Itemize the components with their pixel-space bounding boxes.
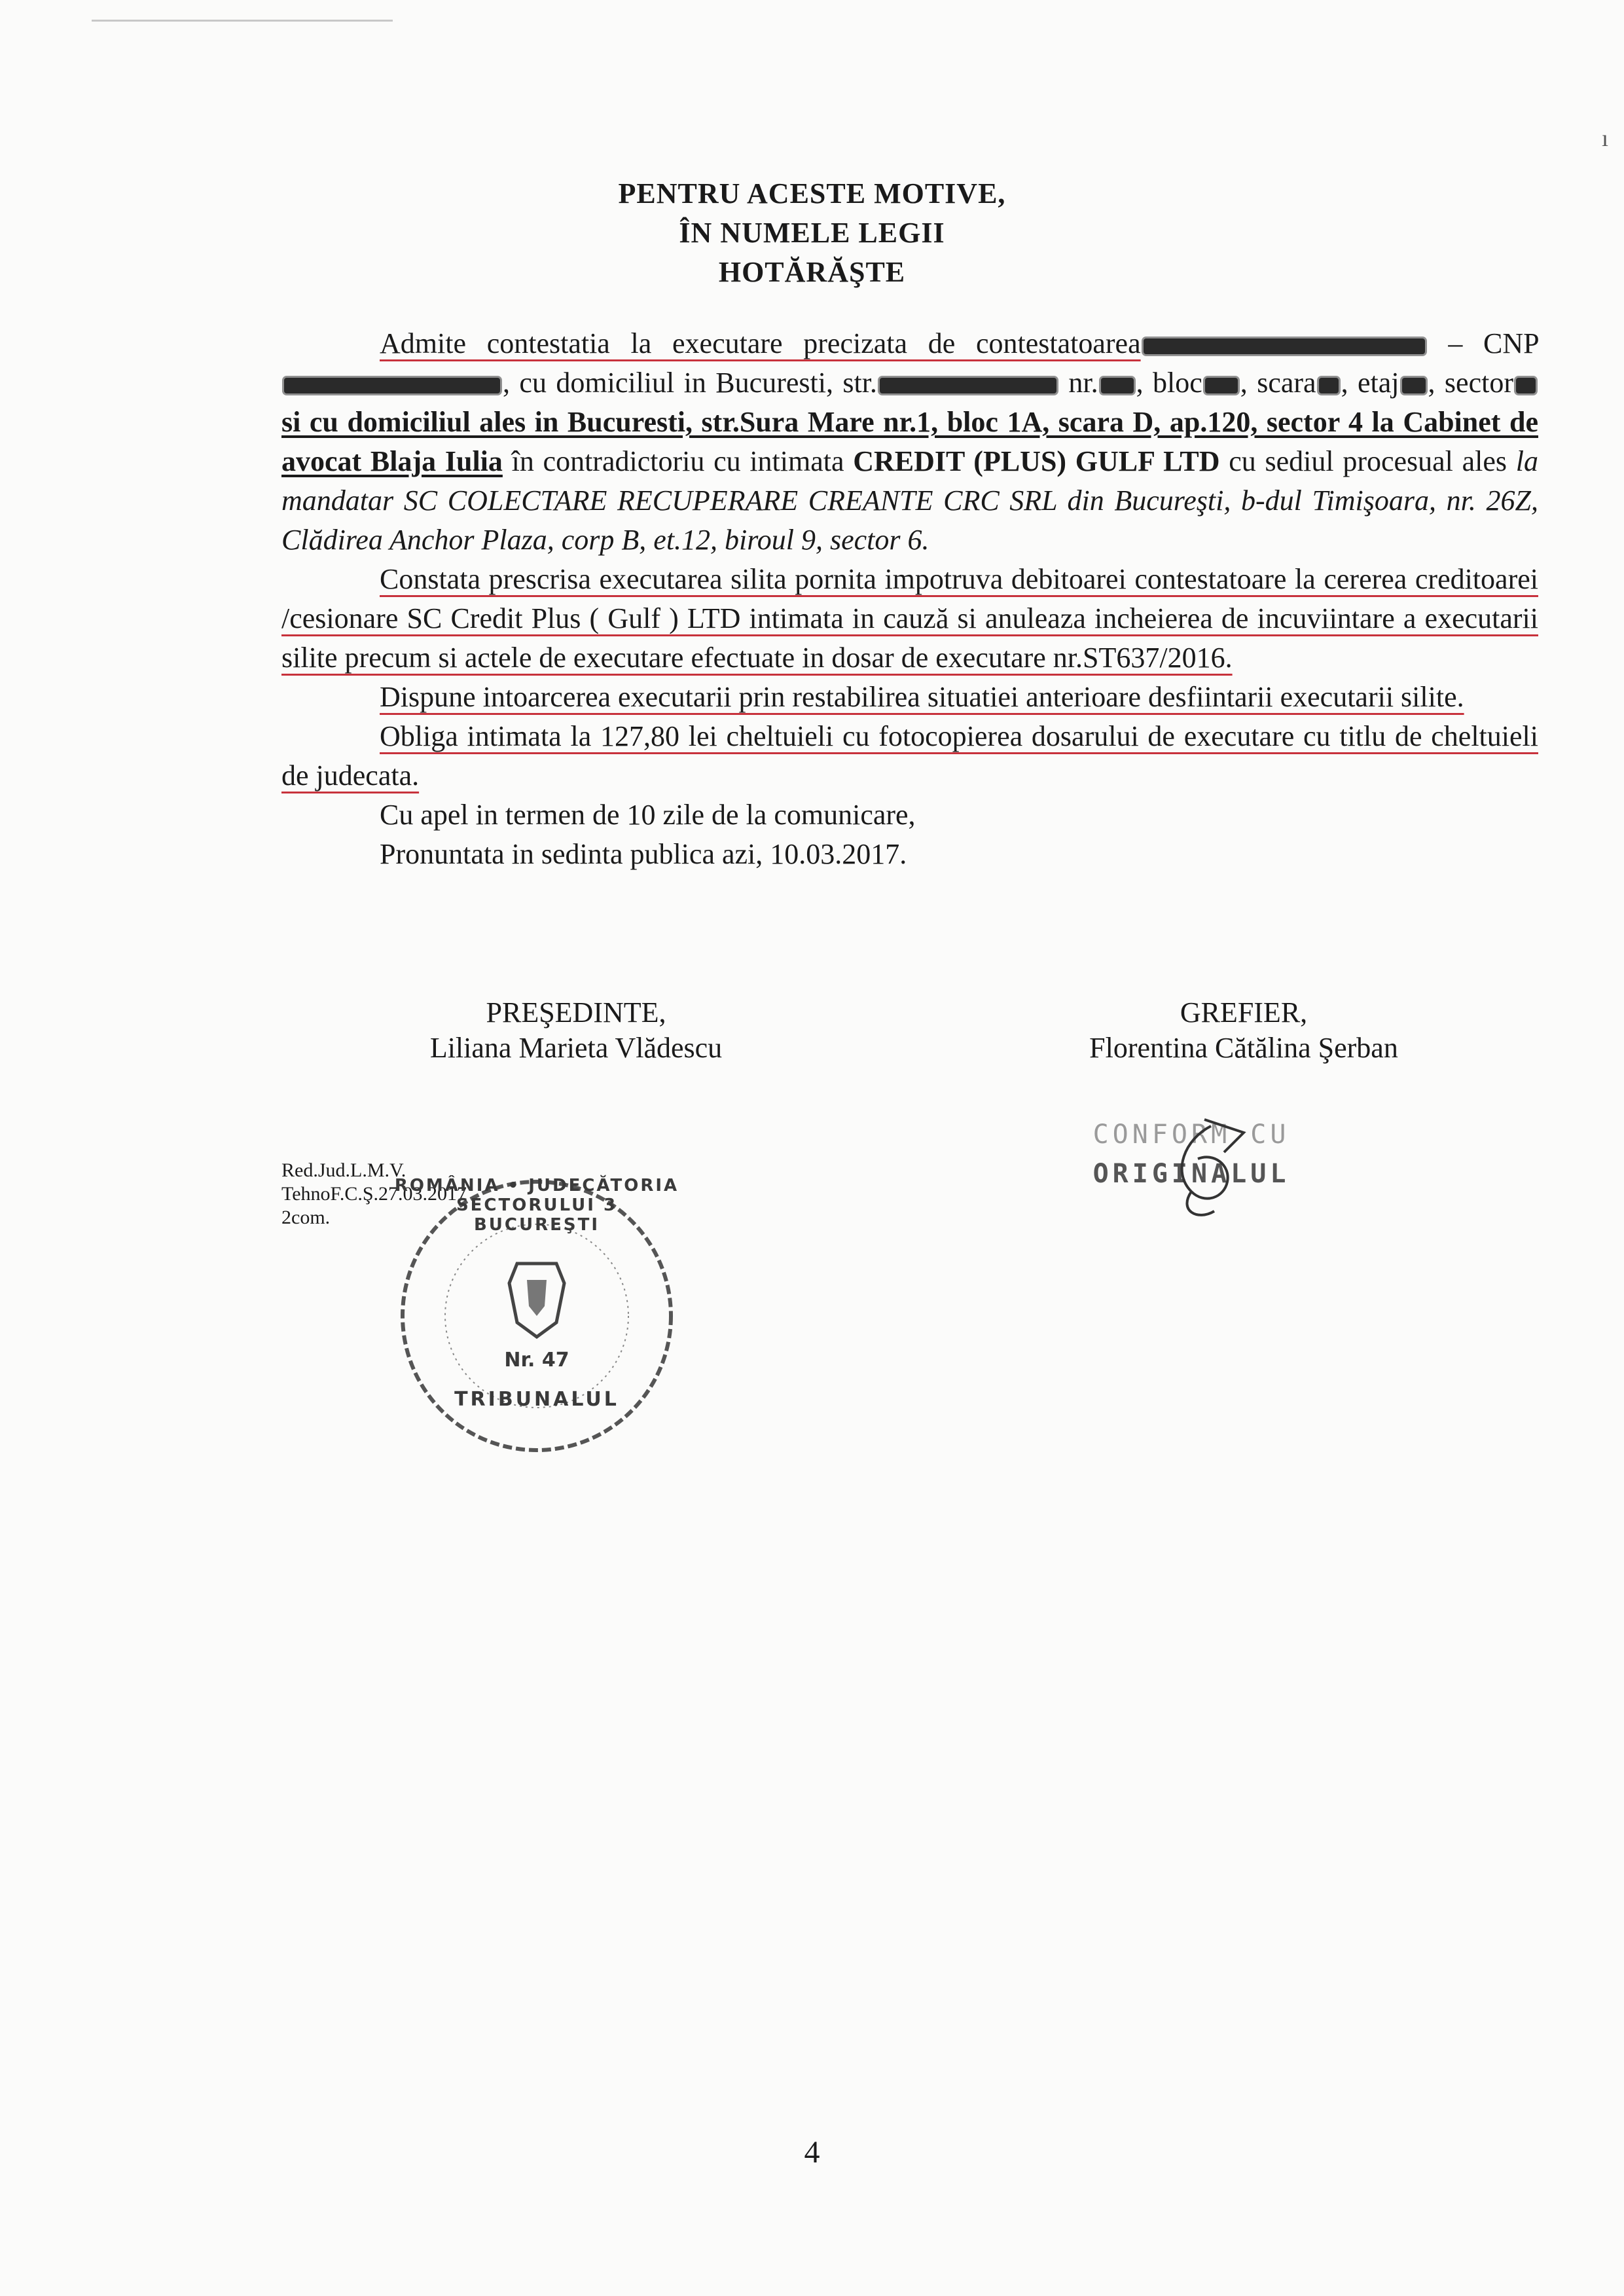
mandatary-text: la mandatar SC COLECTARE RECUPERARE CREANTE CRC SRL din Bucureşti, b-dul Timişoara, nr. 26Z, Clădirea Anchor Plaza, corp B, et.12, biroul 9, sector 6. bbox=[281, 445, 1538, 556]
president-signature-block bbox=[367, 995, 785, 1066]
conformity-stamp bbox=[1074, 1113, 1309, 1224]
court-seal bbox=[393, 1172, 681, 1460]
seal-number: Nr. 47 bbox=[504, 1349, 569, 1372]
seal-outer-text: ROMÂNIA • JUDECĂTORIA SECTORULUI 3 BUCUREŞTI bbox=[394, 1176, 679, 1235]
paragraph-pronuntata: Pronuntata in sedinta publica azi, 10.03.2017. bbox=[380, 838, 907, 870]
clerk-signature-block bbox=[1034, 995, 1453, 1066]
heading-motive: PENTRU ACESTE MOTIVE, bbox=[618, 177, 1006, 210]
page-number: 4 bbox=[804, 2135, 820, 2170]
redacted-cnp bbox=[284, 378, 500, 393]
ruling-body bbox=[281, 324, 1538, 874]
redacted-bloc bbox=[1205, 378, 1238, 393]
paragraph-obliga: Obliga intimata la 127,80 lei cheltuieli cu fotocopierea dosarului de executare cu titlu de cheltuieli de judecata. bbox=[281, 720, 1538, 792]
paragraph-constata: Constata prescrisa executarea silita pornita impotruva debitoarei contestatoare la cererea creditoarei /cesionare SC Credit Plus ( Gulf ) LTD intimata in cauză si anuleaza incheierea de incuviintare a executarii silite precum si actele de executare efectuate in dosar de executare nr.ST637/2016. bbox=[281, 563, 1538, 674]
seal-inner-text: TRIBUNALUL bbox=[454, 1388, 619, 1411]
paragraph-apel: Cu apel in termen de 10 zile de la comunicare, bbox=[380, 799, 916, 831]
bloc-label: , bloc bbox=[1136, 367, 1202, 399]
clerk-title: GREFIER, bbox=[1180, 996, 1308, 1029]
margin-mark: ı bbox=[1601, 125, 1608, 151]
footnote-red: Red.Jud.L.M.V. bbox=[281, 1159, 406, 1181]
footnote-com: 2com. bbox=[281, 1207, 331, 1228]
redacted-sector bbox=[1516, 378, 1536, 393]
heading-legii: ÎN NUMELE LEGII bbox=[679, 217, 945, 249]
sector-label: , sector bbox=[1428, 367, 1513, 399]
redacted-etaj bbox=[1402, 378, 1426, 393]
paragraph-admite bbox=[281, 324, 1538, 560]
handwritten-signature-icon bbox=[1074, 1113, 1309, 1224]
redacted-scara bbox=[1319, 378, 1339, 393]
footnote-tehno: TehnoF.C.Ş.27.03.2017 bbox=[281, 1183, 467, 1205]
etaj-label: , etaj bbox=[1341, 367, 1399, 399]
domicile-text: , cu domiciliul in Bucuresti, str. bbox=[503, 367, 877, 399]
president-name: Liliana Marieta Vlădescu bbox=[429, 1032, 723, 1064]
seat-text: cu sediul procesual ales bbox=[1219, 445, 1516, 477]
respondent-name: CREDIT (PLUS) GULF LTD bbox=[853, 445, 1220, 477]
paragraph-dispune: Dispune intoarcerea executarii prin restabilirea situatiei anterioare desfiintarii executarii silite. bbox=[380, 681, 1464, 713]
scan-edge-line bbox=[92, 20, 393, 22]
admite-text: Admite contestatia la executare precizata de contestatoarea bbox=[380, 327, 1141, 359]
redacted-street bbox=[880, 378, 1056, 393]
elected-domicile: si cu domiciliul ales in Bucuresti, str.Sura Mare nr.1, bloc 1A, scara D, ap.120, sector 4 la Cabinet de avocat Blaja Iulia bbox=[281, 406, 1538, 477]
cnp-label: – CNP bbox=[1427, 327, 1539, 359]
clerk-name: Florentina Cătălina Şerban bbox=[1089, 1032, 1398, 1064]
heading-hotaraste: HOTĂRĂŞTE bbox=[718, 256, 906, 288]
conformity-line1: CONFORM CU bbox=[1092, 1120, 1290, 1150]
redacted-nr bbox=[1101, 378, 1134, 393]
contradictoriu-text: în contradictoriu cu intimata bbox=[502, 445, 854, 477]
nr-label: nr. bbox=[1058, 367, 1098, 399]
conformity-line2: ORIGINALUL bbox=[1092, 1159, 1290, 1189]
president-title: PREŞEDINTE, bbox=[486, 996, 666, 1029]
redacted-name bbox=[1144, 338, 1425, 354]
scara-label: , scara bbox=[1240, 367, 1316, 399]
